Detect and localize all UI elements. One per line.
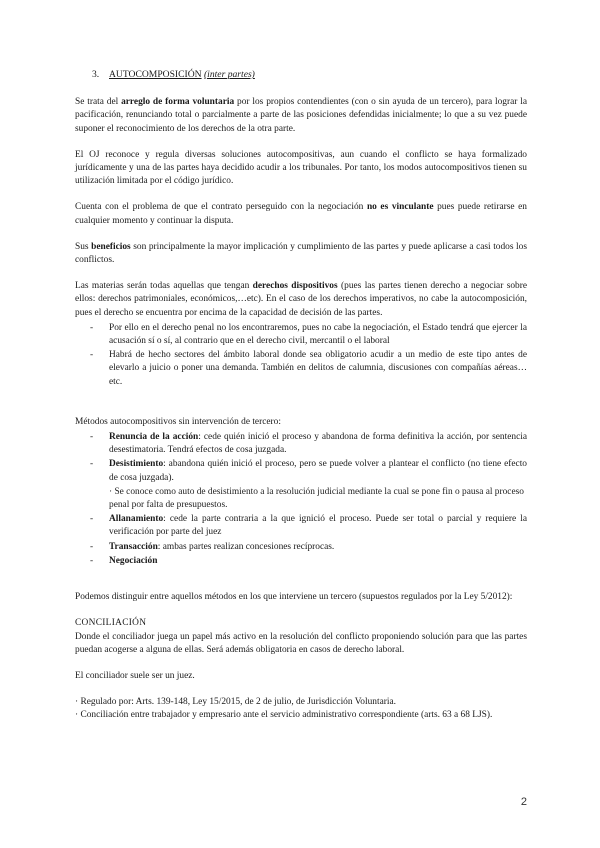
- bold-term: derechos dispositivos: [252, 281, 338, 292]
- section-number: 3.: [92, 69, 100, 80]
- bold-term: Transacción: [109, 541, 158, 552]
- list-item: - Por ello en el derecho penal no los encontraremos, pues no cabe la negociación, el Estado tendrá que ejercer la acusación sí o sí, al contrario que en el derecho civil, mercantil o el laboral: [109, 322, 527, 348]
- text-run: (pues las partes tienen derecho a negociar sobre ellos: derechos patrimoniales, económicos,…etc). En el caso de los derechos imperativos, no cabe la autocomposición, pues el derecho se encuentra por encima de la capacidad de decisión de las partes.: [75, 281, 527, 318]
- text-run: Sus: [75, 241, 92, 252]
- paragraph-conciliador-juez: El conciliador suele ser un juez.: [75, 670, 195, 681]
- section-heading: [92, 68, 527, 81]
- list-item-renuncia: [109, 431, 527, 457]
- spacer: [75, 390, 527, 416]
- paragraph-terceros: Podemos distinguir entre aquellos métodos en los que interviene un tercero (supuestos regulados por la Ley 5/2012):: [75, 592, 513, 603]
- bold-term: Renuncia de la acción: [109, 432, 199, 443]
- paragraph-problem: [75, 201, 527, 227]
- metodos-list: [75, 431, 527, 485]
- list-item-desistimiento: [109, 458, 527, 484]
- page-content: [75, 68, 527, 723]
- text-run: : cede quién inició el proceso y abandona de forma definitiva la acción, por sentencia desestimatoria. Tendrá efectos de cosa juzgada.: [109, 432, 527, 456]
- text-run: : abandona quién inició el proceso, pero se puede volver a plantear el conflicto (no tiene efecto de cosa juzgada).: [109, 459, 527, 483]
- bold-term: no es vinculante: [366, 202, 434, 213]
- paragraph-oj: El OJ reconoce y regula diversas soluciones autocompositivas, aun cuando el conflicto se haya formalizado jurídicamente y una de las partes haya decidido acudir a los tribunales. Por tanto, los modos autocompositivos tienen su utilización limitada por el código jurídico.: [75, 149, 527, 187]
- text-run: Se trata del: [75, 97, 122, 108]
- bold-term: Desistimiento: [109, 459, 164, 470]
- text-run: pues puede retirarse en cualquier momento y continuar la disputa.: [75, 202, 527, 226]
- text-run: Cuenta con el problema de que el contrato perseguido con la negociación: [75, 202, 367, 213]
- materias-list: [75, 322, 527, 389]
- list-item-allanamiento: [109, 513, 527, 539]
- text-run: son principalmente la mayor implicación y cumplimiento de las partes y puede aplicarse a casi todos los conflictos.: [75, 241, 527, 266]
- list-item: - Habrá de hecho sectores del ámbito laboral donde sea obligatorio acudir a un medio de este tipo antes de elevarlo a juicio o poner una demanda. También en delitos de calumnia, discusiones con compañías aéreas…etc.: [109, 349, 527, 389]
- desistimiento-note: · Se conoce como auto de desistimiento a la resolución judicial mediante la cual se pone fin o pausa al proceso penal por falta de presupuestos.: [109, 486, 524, 511]
- paragraph-definition: [75, 96, 527, 136]
- conciliacion-title: CONCILIACIÓN: [75, 618, 147, 629]
- page-number: 2: [520, 796, 527, 808]
- bold-term: beneficios: [91, 241, 131, 252]
- note-laboral: · Conciliación entre trabajador y empresario ante el servicio administrativo correspondiente (arts. 63 a 68 LJS).: [75, 710, 493, 721]
- text-run: : ambas partes realizan concesiones recíprocas.: [157, 541, 335, 552]
- paragraph-metodos-intro: Métodos autocompositivos sin intervención de tercero:: [75, 416, 281, 427]
- spacer: [75, 569, 527, 591]
- paragraph-conciliacion: Donde el conciliador juega un papel más activo en la resolución del conflicto proponiendo solución para que las partes puedan acogerse a alguna de ellas. Será además obligatoria en casos de derecho laboral.: [75, 631, 527, 655]
- text-run: : cede la parte contraria a la que ignició el proceso. Puede ser total o parcial y requiere la verificación por parte del juez: [109, 514, 527, 538]
- bold-term: arreglo de forma voluntaria: [121, 97, 235, 108]
- bold-term: Negociación: [109, 555, 158, 566]
- section-subtitle: (inter partes): [203, 69, 255, 80]
- metodos-list-continued: [75, 513, 527, 568]
- bold-term: Allanamiento: [109, 514, 164, 525]
- text-run: Las materias serán todas aquellas que tengan: [75, 281, 253, 292]
- note-regulado: · Regulado por: Arts. 139-148, Ley 15/2015, de 2 de julio, de Jurisdicción Voluntaria.: [75, 697, 396, 708]
- paragraph-benefits: [75, 241, 527, 267]
- paragraph-materias: [75, 280, 527, 320]
- text-run: por los propios contendientes (con o sin ayuda de un tercero), para lograr la pacificación, renunciando total o parcialmente a parte de las posiciones defendidas inicialmente; lo que a su vez puede suponer el reconocimiento de los derechos de la otra parte.: [75, 97, 528, 134]
- list-item-transaccion: [109, 541, 527, 554]
- section-title: AUTOCOMPOSICIÓN: [109, 69, 202, 80]
- list-item-negociacion: [109, 555, 527, 568]
